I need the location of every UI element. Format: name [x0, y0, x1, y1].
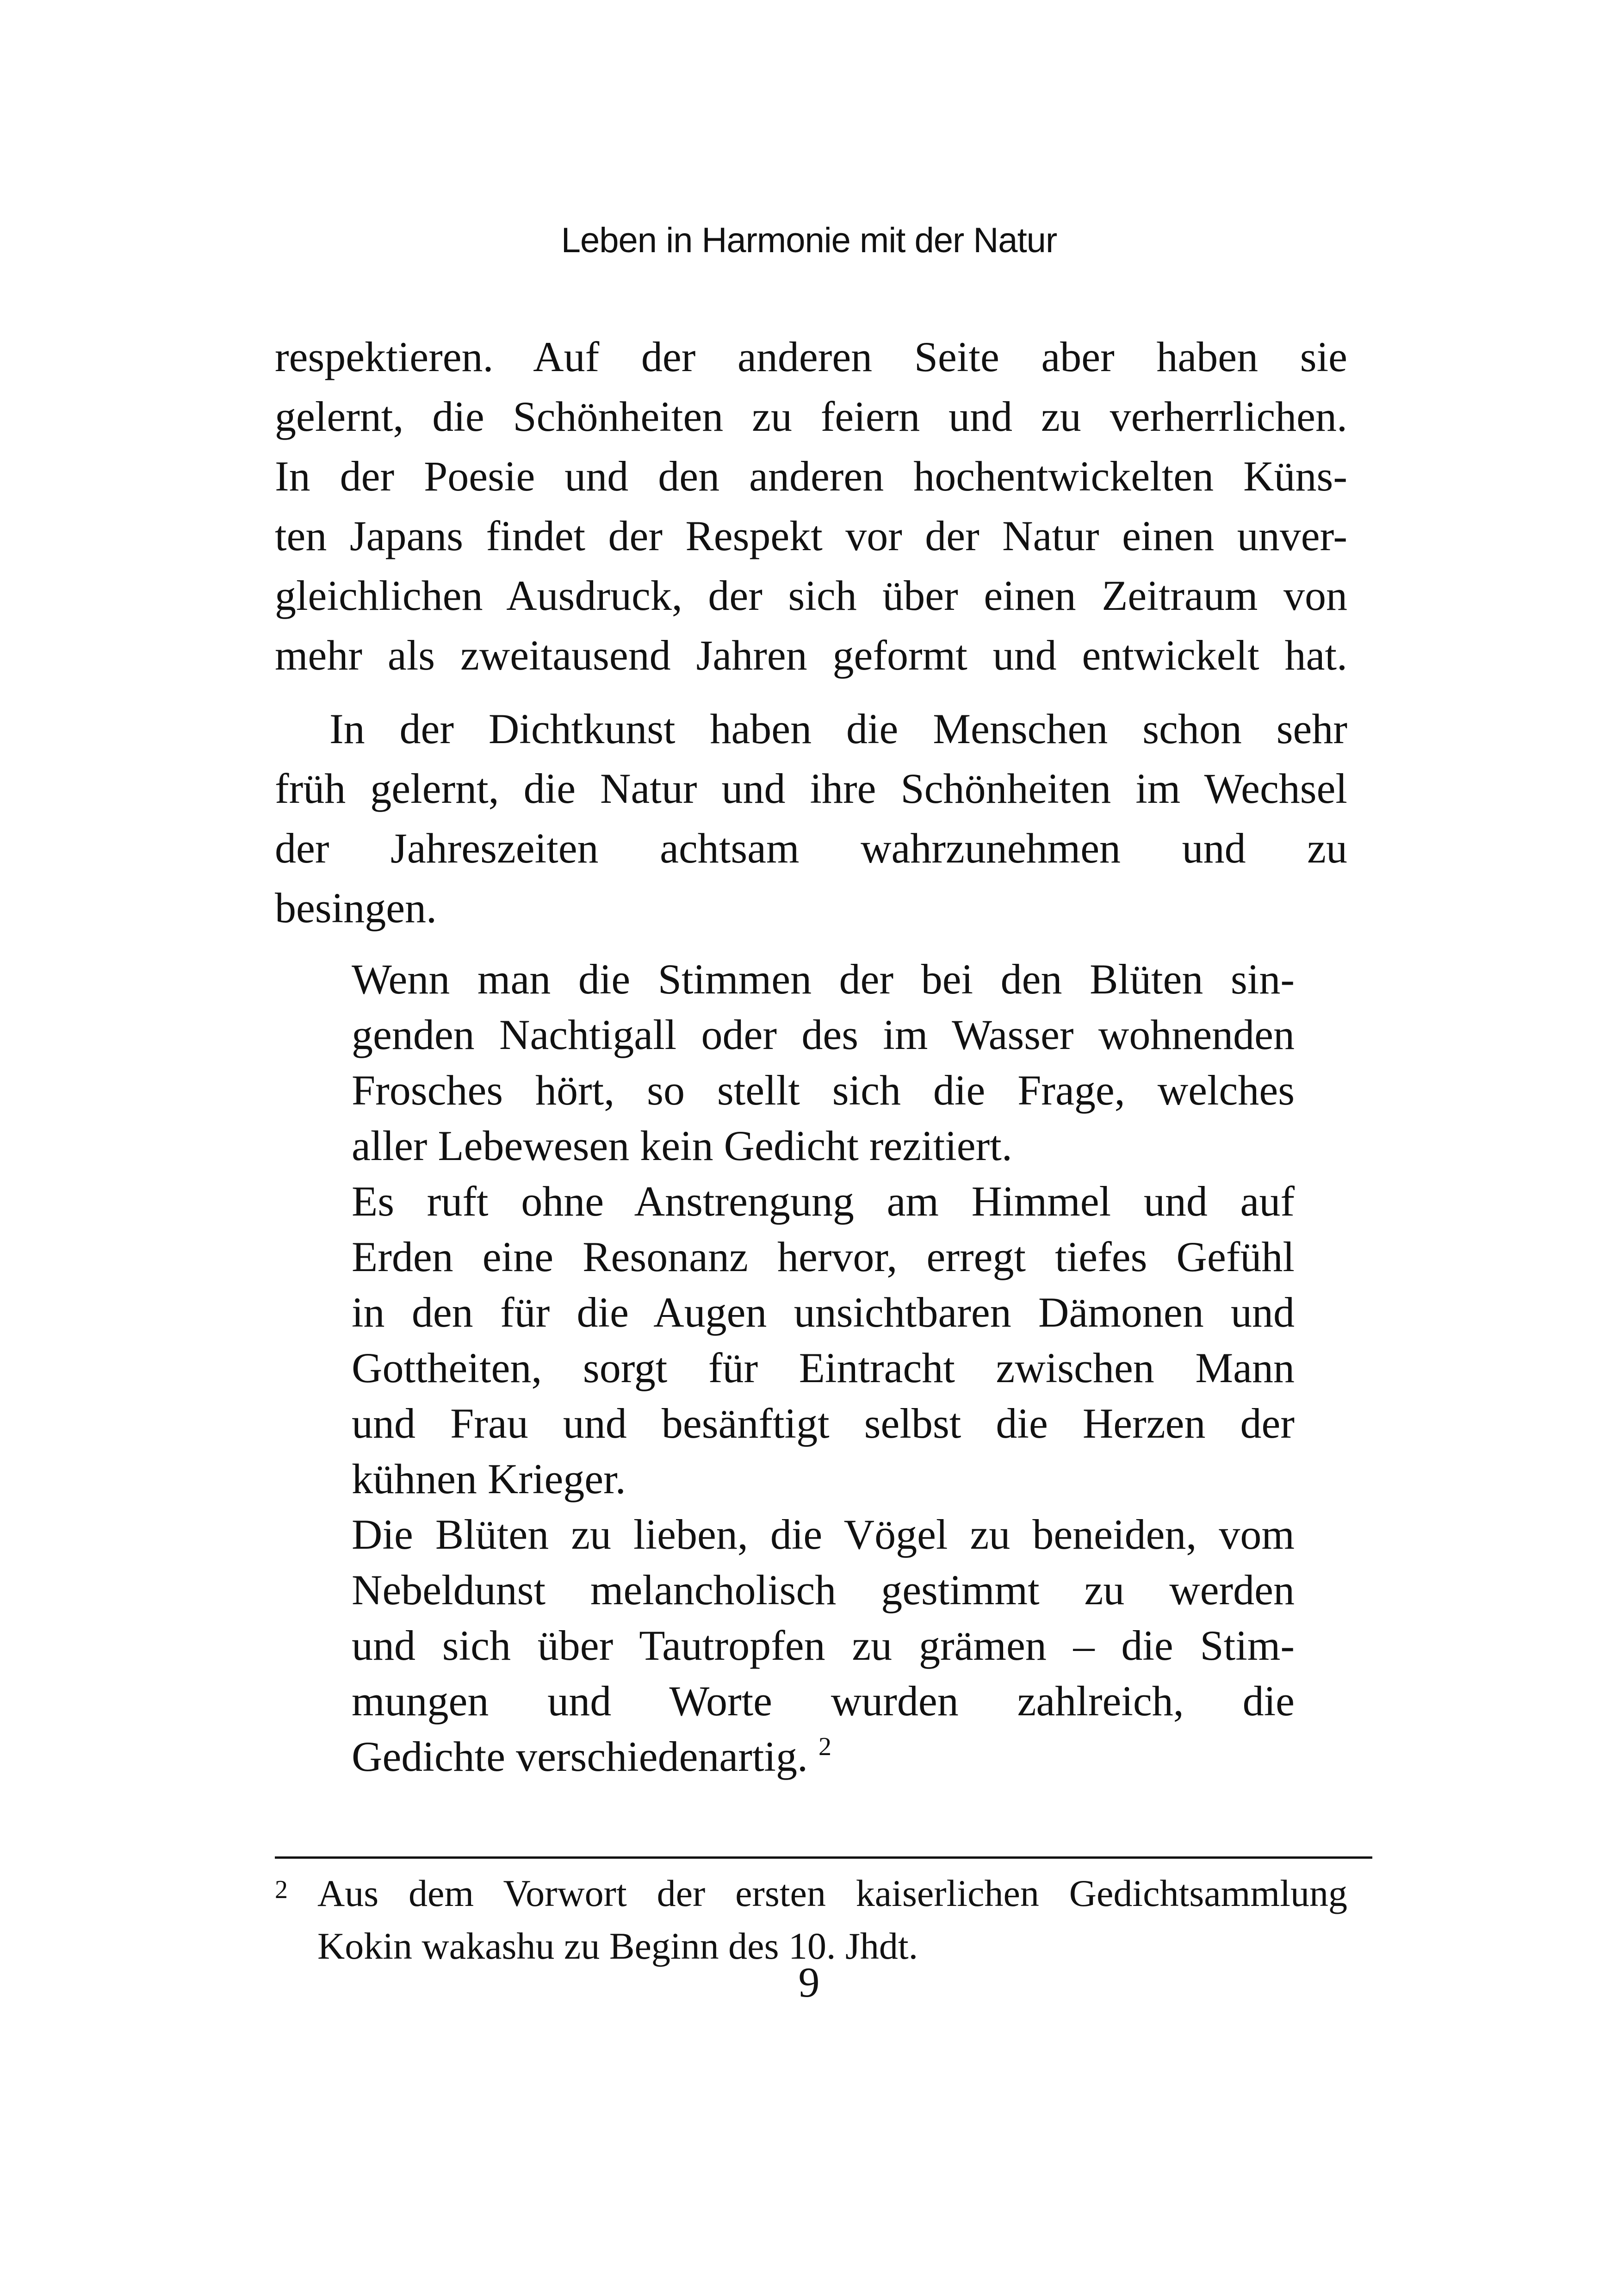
quote-last-line — [352, 1729, 1295, 1784]
paragraph-2 — [275, 699, 1347, 938]
quote-line: Wenn man die Stimmen der bei den Blüten sin- — [352, 956, 1295, 1003]
footnote-reference[interactable]: 2 — [818, 1732, 831, 1761]
footnote-divider — [275, 1856, 1372, 1859]
footnote-line: Kokin wakashu zu Beginn des 10. Jhdt. — [317, 1925, 918, 1967]
text-line: besingen. — [275, 884, 437, 931]
text-line: früh gelernt, die Natur und ihre Schönheiten im Wechsel — [275, 765, 1347, 812]
quote-line: in den für die Augen unsichtbaren Dämonen und — [352, 1289, 1295, 1336]
quote-line: Die Blüten zu lieben, die Vögel zu beneiden, vom — [352, 1511, 1295, 1558]
text-line: der Jahreszeiten achtsam wahrzunehmen und zu — [275, 825, 1347, 872]
text-line: ten Japans findet der Respekt vor der Natur einen unver- — [275, 512, 1347, 559]
text-line: gleichlichen Ausdruck, der sich über einen Zeitraum von — [275, 572, 1347, 619]
quote-line: Frosches hört, so stellt sich die Frage, welches — [352, 1067, 1295, 1114]
quote-line: Erden eine Resonanz hervor, erregt tiefes Gefühl — [352, 1233, 1295, 1280]
quote-line: mungen und Worte wurden zahlreich, die — [352, 1677, 1295, 1725]
quote-line: kühnen Krieger. — [352, 1455, 626, 1502]
quote-line: und Frau und besänftigt selbst die Herzen der — [352, 1400, 1295, 1447]
block-quote — [352, 951, 1295, 1784]
text-line: In der Dichtkunst haben die Menschen schon sehr — [329, 705, 1347, 752]
quote-line: aller Lebewesen kein Gedicht rezitiert. — [352, 1122, 1012, 1169]
quote-line: Nebeldunst melancholisch gestimmt zu werden — [352, 1566, 1295, 1613]
quote-line: und sich über Tautropfen zu grämen – die Stim- — [352, 1622, 1295, 1669]
footnote-number: 2 — [275, 1875, 288, 1904]
paragraph-1 — [275, 327, 1347, 685]
text-line: mehr als zweitausend Jahren geformt und entwickelt hat. — [275, 632, 1347, 679]
quote-line: Gottheiten, sorgt für Eintracht zwischen Mann — [352, 1344, 1295, 1391]
text-line: In der Poesie und den anderen hochentwickelten Küns- — [275, 453, 1347, 500]
quote-line: Es ruft ohne Anstrengung am Himmel und auf — [352, 1178, 1295, 1225]
quote-line-text: Gedichte verschiedenartig. — [352, 1733, 808, 1780]
text-line: respektieren. Auf der anderen Seite aber haben sie — [275, 333, 1347, 380]
page-number: 9 — [798, 1959, 820, 2006]
running-head: Leben in Harmonie mit der Natur — [561, 221, 1057, 260]
quote-line: genden Nachtigall oder des im Wasser wohnenden — [352, 1011, 1295, 1058]
footnote-line: Aus dem Vorwort der ersten kaiserlichen Gedichtsammlung — [317, 1872, 1347, 1914]
text-line: gelernt, die Schönheiten zu feiern und zu verherrlichen. — [275, 393, 1347, 440]
